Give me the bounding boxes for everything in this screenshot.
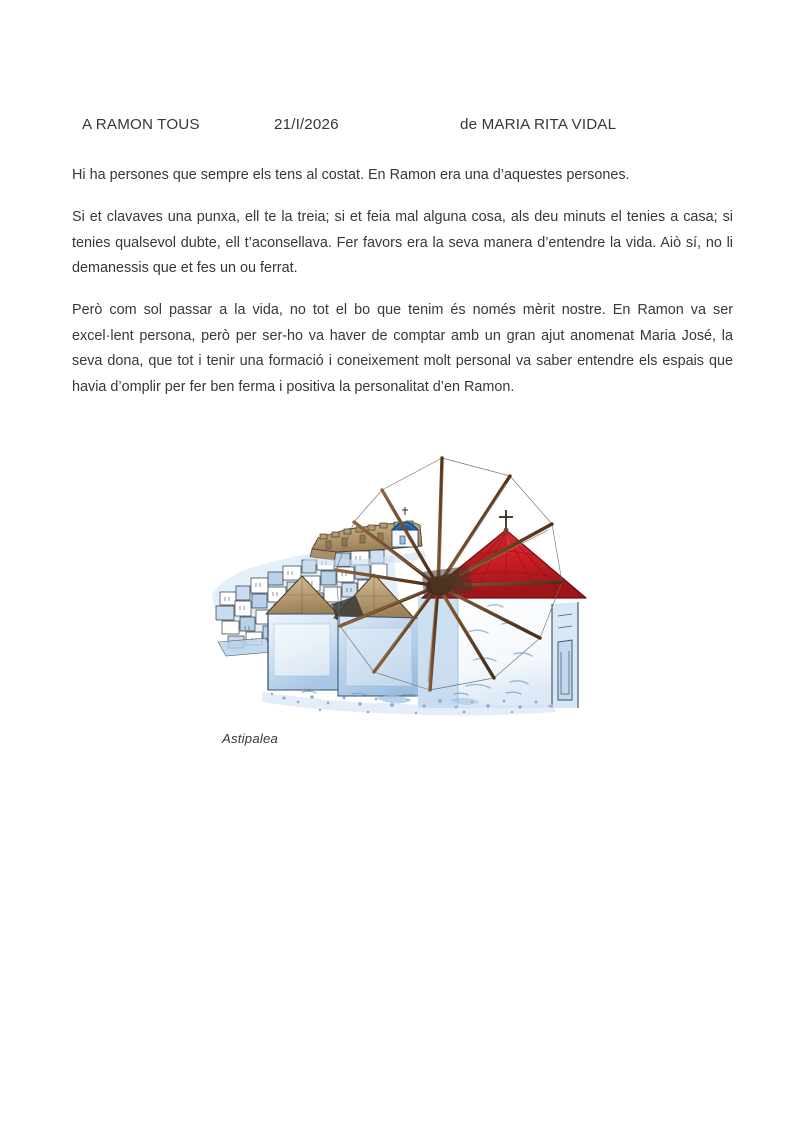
body-paragraph-1: Hi ha persones que sempre els tens al costat. En Ramon era una d’aquestes persones.	[72, 167, 630, 183]
roof-cross-finial	[499, 510, 513, 532]
header-date: 21/I/2026	[274, 116, 339, 133]
windmill-main-body	[418, 596, 578, 708]
body-paragraph-2: Si et clavaves una punxa, ell te la treia; si et feia mal alguna cosa, als deu minuts el tenies a casa; si tenies qualsevol dubte, ell t’aconsellava. Fer favors era la seva manera d’entendre la vida. Aiò sí, no li demanessis que et fes un ou ferrat.	[72, 209, 733, 276]
illustration-astipalea	[206, 446, 626, 724]
letter-header	[72, 116, 732, 140]
illustration-caption: Astipalea	[222, 731, 279, 746]
header-recipient: A RAMON TOUS	[82, 116, 200, 133]
header-sender: de MARIA RITA VIDAL	[460, 116, 617, 133]
windmill-watercolour-svg	[206, 446, 626, 724]
body-paragraph-3: Però com sol passar a la vida, no tot el bo que tenim és només mèrit nostre. En Ramon va ser excel·lent persona, però per ser-ho va haver de comptar amb un gran ajut anomenat Maria José, la seva dona, que tot i tenir una formació i coneixement molt personal va saber entendre els espais que havia d’omplir per fer ben ferma i positiva la personalitat d’en Ramon.	[72, 302, 733, 395]
letter-body	[72, 163, 733, 400]
